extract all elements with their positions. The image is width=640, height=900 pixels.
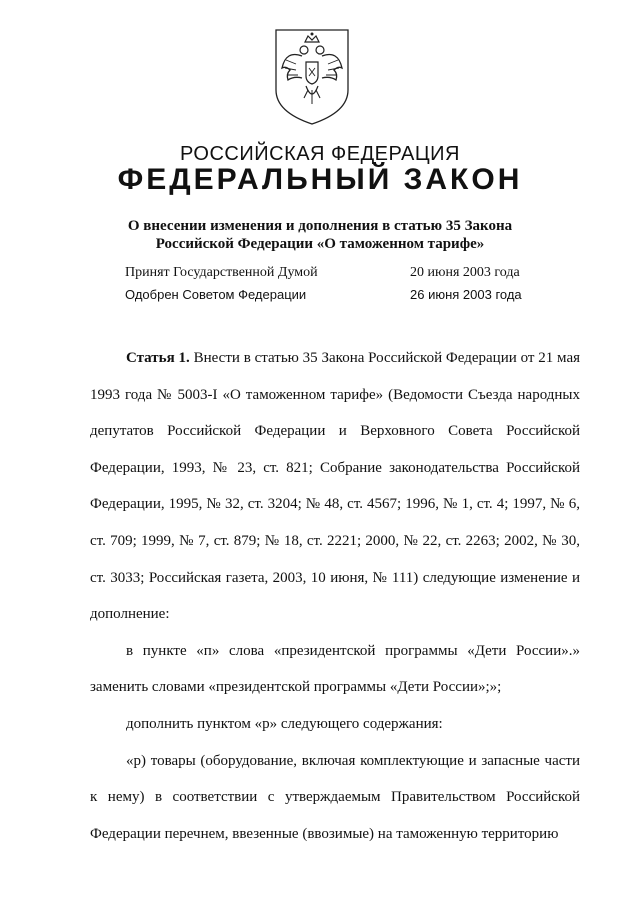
law-title <box>0 217 640 253</box>
paragraph-addition: дополнить пунктом «р» следующего содержания: <box>126 715 443 732</box>
council-label: Одобрен Советом Федерации <box>125 287 307 302</box>
paragraph-item-r: «р) товары (оборудование, включая комплектующие и запасные части к нему) в соответствии с утверждаемым Правительством Российской Федерации перечнем, ввезенные (ввозимые) на таможенную территорию <box>90 752 580 842</box>
law-title-line-2: Российской Федерации «О таможенном тарифе» <box>155 236 485 252</box>
paragraph-amendment: в пункте «п» слова «президентской программы «Дети России».» заменить словами «президентской программы «Дети России»;»; <box>90 642 580 696</box>
document-type: ФЕДЕРАЛЬНЫЙ ЗАКОН <box>117 163 523 196</box>
document-body <box>90 340 580 852</box>
council-approval-row <box>125 286 555 304</box>
article-text: Внести в статью 35 Закона Российской Федерации от 21 мая 1993 года № 5003-I «О таможенном тарифе» (Ведомости Съезда народных депутатов Российской Федерации и Верховного Совета Российской Федерации, 1993, № 23, ст. 821; Собрание законодательства Российской Федерации, 1995, № 32, ст. 3204; № 48, ст. 4567; 1996, № 1, ст. 4; 1997, № 6, ст. 709; 1999, № 7, ст. 879; № 18, ст. 2221; 2000, № 22, ст. 2263; 2002, № 30, ст. 3033; Российская газета, 2003, 10 июня, № 111) следующие изменение и дополнение: <box>90 350 580 623</box>
duma-date: 20 июня 2003 года <box>410 265 520 280</box>
law-title-line-1: О внесении изменения и дополнения в статью 35 Закона <box>127 218 513 234</box>
article-heading: Статья 1. <box>126 350 190 366</box>
article-1-paragraph <box>90 340 580 633</box>
duma-label: Принят Государственной Думой <box>125 265 318 280</box>
duma-adoption-row <box>125 264 555 282</box>
country-name: РОССИЙСКАЯ ФЕДЕРАЦИЯ <box>180 143 460 165</box>
council-date: 26 июня 2003 года <box>410 287 522 302</box>
coat-of-arms-icon <box>272 28 352 126</box>
